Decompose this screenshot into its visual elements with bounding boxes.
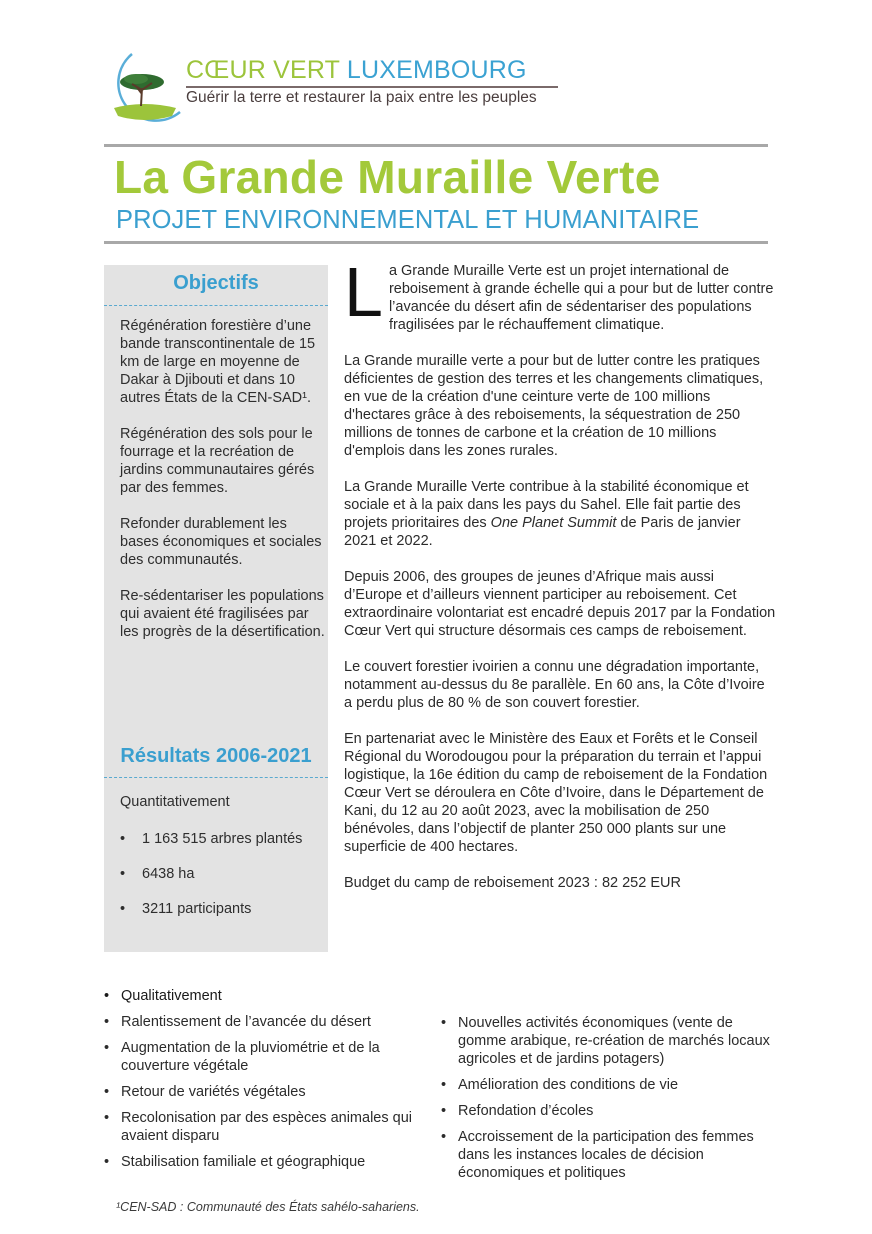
intro-text: a Grande Muraille Verte est un projet international de reboisement à grande échelle qui a pour but de lutter contre l’avancée du désert afin de sédentariser des populations fragilisées par le réchauffement climatique. [388, 263, 774, 333]
qualitative-item: • Recolonisation par des espèces animales qui avaient disparu [104, 1109, 434, 1145]
objective-item: Re-sédentariser les populations qui avaient été fragilisées par les progrès de la désertification. [120, 588, 325, 640]
logo [106, 50, 576, 122]
body-paragraph: Le couvert forestier ivoirien a connu une dégradation importante, notamment au-dessus du 8e parallèle. En 60 ans, la Côte d’Ivoire a perdu plus de 80 % de son couvert forestier. [344, 659, 765, 711]
title-rule-top [104, 144, 768, 147]
results-heading: Résultats 2006-2021 [120, 745, 312, 767]
objective-item: Régénération des sols pour le fourrage et la recréation de jardins communautaires gérés par des femmes. [120, 426, 315, 496]
objective-item: Refonder durablement les bases économiques et sociales des communautés. [120, 516, 322, 568]
tagline: Guérir la terre et restaurer la paix entre les peuples [186, 89, 537, 106]
intro-paragraph [344, 253, 776, 334]
body-paragraph [344, 478, 776, 550]
body-paragraph: Depuis 2006, des groupes de jeunes d’Afrique mais aussi d’Europe et d’ailleurs viennent participer au reboisement. Cet extraordinaire volontariat est encadré depuis 2017 par la Fondation Cœur Vert qui structure désormais ces camps de reboisement. [344, 569, 776, 639]
brand-name [186, 56, 527, 85]
objectives-list [120, 317, 325, 659]
body-paragraph: La Grande muraille verte a pour but de lutter contre les pratiques déficientes de gestion des terres et les changements climatiques, en vue de la création d'une ceinture verte de 100 millions d'hectares grâce à des reboisements, la séquestration de 250 millions de tonnes de carbone et la création de 10 millions d'emplois dans les zones rurales. [344, 353, 764, 459]
title-rule-bottom [104, 241, 768, 244]
objective-item: Régénération forestière d’une bande transcontinentale de 15 km de large en moyenne de Dakar à Djibouti et dans 10 autres États de la CEN-SAD¹. [120, 318, 316, 406]
objectives-heading: Objectifs [173, 272, 259, 294]
page-title: La Grande Muraille Verte [114, 151, 661, 203]
sidebar [104, 265, 328, 952]
brand-name-part1: CŒUR VERT [186, 56, 340, 84]
quantitative-item: • 6438 ha [120, 865, 320, 883]
body-emphasis: One Planet Summit [490, 515, 617, 531]
qualitative-item: • Stabilisation familiale et géographique [104, 1153, 434, 1171]
qualitative-item: • Amélioration des conditions de vie [441, 1076, 781, 1094]
qualitative-list-right [441, 1014, 781, 1190]
budget-line: Budget du camp de reboisement 2023 : 82 252 EUR [344, 875, 681, 891]
main-body [344, 253, 776, 910]
page-subtitle: PROJET ENVIRONNEMENTAL ET HUMANITAIRE [116, 206, 700, 234]
qualitative-list-left [104, 987, 434, 1179]
acacia-tree-logo-icon [106, 50, 182, 122]
quantitative-label: Quantitativement [120, 794, 230, 810]
qualitative-heading: • Qualitativement [104, 987, 434, 1005]
objectives-divider [104, 305, 328, 306]
results-divider [104, 777, 328, 778]
qualitative-item: • Retour de variétés végétales [104, 1083, 434, 1101]
qualitative-item: • Nouvelles activités économiques (vente de gomme arabique, re-création de marchés locaux agricoles et de jardins potagers) [441, 1014, 781, 1068]
drop-cap: L [344, 253, 383, 331]
body-text: La Grande Muraille Verte contribue à la stabilité économique et sociale et à la paix dans les pays du Sahel. Elle fait partie des projets prioritaires des [344, 479, 749, 531]
brand-name-part2: LUXEMBOURG [346, 56, 527, 84]
footnote: ¹CEN-SAD : Communauté des États sahélo-sahariens. [116, 1200, 420, 1214]
body-paragraph: En partenariat avec le Ministère des Eaux et Forêts et le Conseil Régional du Worodougou pour la préparation du terrain et l’appui logistique, la 16e édition du camp de reboisement de la Fondation Cœur Vert se déroulera en Côte d’Ivoire, dans le Département de Kani, du 12 au 20 août 2023, avec la mobilisation de 250 bénévoles, dans l’objectif de planter 250 000 plants sur une superficie de 400 hectares. [344, 731, 768, 855]
qualitative-item: • Ralentissement de l’avancée du désert [104, 1013, 434, 1031]
qualitative-item: • Accroissement de la participation des femmes dans les instances locales de décision économiques et politiques [441, 1128, 781, 1182]
qualitative-item: • Refondation d’écoles [441, 1102, 781, 1120]
body-text: de Paris de janvier 2021 et 2022. [344, 515, 741, 549]
quantitative-item: • 3211 participants [120, 900, 320, 918]
brand-divider [186, 86, 558, 88]
quantitative-item: • 1 163 515 arbres plantés [120, 830, 320, 848]
qualitative-item: • Augmentation de la pluviométrie et de la couverture végétale [104, 1039, 434, 1075]
quantitative-list [120, 830, 320, 935]
